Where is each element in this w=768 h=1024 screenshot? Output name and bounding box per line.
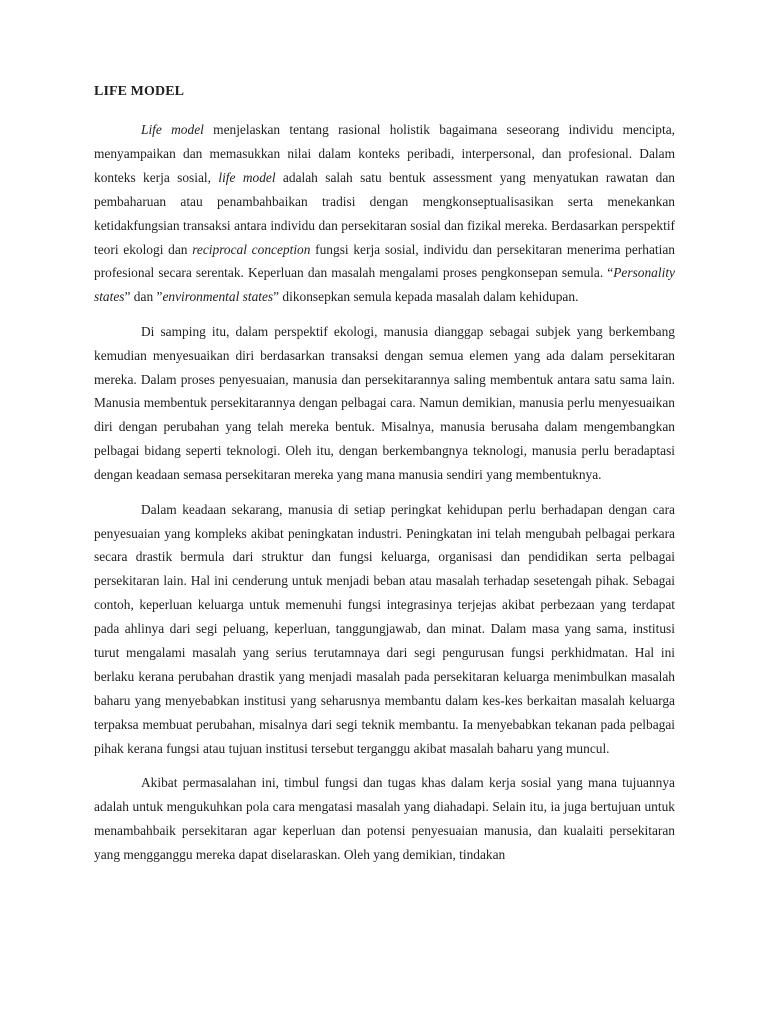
paragraph xyxy=(94,771,675,867)
paragraph-text: ” dan ” xyxy=(124,289,163,305)
paragraph-text: Di samping itu, dalam perspektif ekologi, manusia dianggap sebagai subjek yang berkembang kemudian menyesuaikan diri berdasarkan transaksi dengan semua elemen yang ada dalam persekitaran mereka. Dalam proses penyesuaian, manusia dan persekitarannya saling membentuk antara satu sama lain. Manusia membentuk persekitarannya dengan pelbagai cara. Namun demikian, manusia perlu menyesuaikan diri dengan perubahan yang telah mereka bentuk. Misalnya, manusia berusaha dalam mengembangkan pelbagai bidang seperti teknologi. Oleh itu, dengan berkembangnya teknologi, manusia perlu beradaptasi dengan keadaan semasa persekitaran mereka yang mana manusia sendiri yang membentuknya. xyxy=(94,323,675,483)
paragraph-text: Dalam keadaan sekarang, manusia di setiap peringkat kehidupan perlu berhadapan dengan cara penyesuaian yang kompleks akibat peningkatan industri. Peningkatan ini telah mengubah pelbagai perkara secara drastik bermula dari struktur dan fungsi keluarga, organisasi dan pendidikan serta pelbagai persekitaran lain. Hal ini cenderung untuk menjadi beban atau masalah terhadap sesetengah pihak. Sebagai contoh, keperluan keluarga untuk memenuhi fungsi integrasinya terjejas akibat perbezaan yang terdapat pada ahlinya dari segi peluang, keperluan, tanggungjawab, dan minat. Dalam masa yang sama, institusi turut mengalami masalah yang serius terutamnaya dari segi pengurusan fungsi perkhidmatan. Hal ini berlaku kerana perubahan drastik yang menjadi masalah pada persekitaran keluarga menimbulkan masalah baharu yang menyebabkan institusi yang seharusnya membantu dalam kes-kes berkaitan masalah keluarga terpaksa membuat perubahan, misalnya dari segi teknik membantu. Ia menyebabkan tekanan pada pelbagai pihak kerana fungsi atau tujuan institusi tersebut terganggu akibat masalah baharu yang muncul. xyxy=(94,501,675,756)
italic-term: life model xyxy=(218,169,276,185)
paragraph xyxy=(94,320,675,487)
paragraph-text: adalah salah satu bentuk assessment yang menyatukan rawatan dan pembaharuan atau penambahbaikan tradisi dengan mengkonseptualisasikan serta menekankan ketidakfungsian transaksi antara individu dan persekitaran sosial dan fizikal mereka. Berdasarkan perspektif teori ekologi dan xyxy=(94,169,675,257)
paragraph xyxy=(94,118,675,309)
italic-term: Personality states xyxy=(94,265,675,305)
paragraph-text: ” dikonsepkan semula kepada masalah dalam kehidupan. xyxy=(273,289,579,305)
paragraph-text: menjelaskan tentang rasional holistik bagaimana seseorang individu mencipta, menyampaikan dan memasukkan nilai dalam konteks peribadi, interpersonal, dan profesional. Dalam konteks kerja sosial, xyxy=(94,122,676,185)
document-body xyxy=(94,118,675,877)
paragraph-text: fungsi kerja sosial, individu dan persekitaran menerima perhatian profesional secara serentak. Keperluan dan masalah mengalami proses pengkonsepan semula. “ xyxy=(94,241,675,281)
paragraph-text: Akibat permasalahan ini, timbul fungsi dan tugas khas dalam kerja sosial yang mana tujuannya adalah untuk mengukuhkan pola cara mengatasi masalah yang diahadapi. Selain itu, ia juga bertujuan untuk menambahbaik persekitaran agar keperluan dan potensi penyesuaian manusia, dan kualaiti persekitaran yang mengganggu mereka dapat diselaraskan. Oleh yang demikian, tindakan xyxy=(94,775,675,862)
italic-term: environmental states xyxy=(162,289,274,305)
document-title: LIFE MODEL xyxy=(94,84,185,99)
italic-term: reciprocal conception xyxy=(192,241,311,257)
italic-term: Life model xyxy=(141,122,204,137)
paragraph xyxy=(94,498,675,761)
